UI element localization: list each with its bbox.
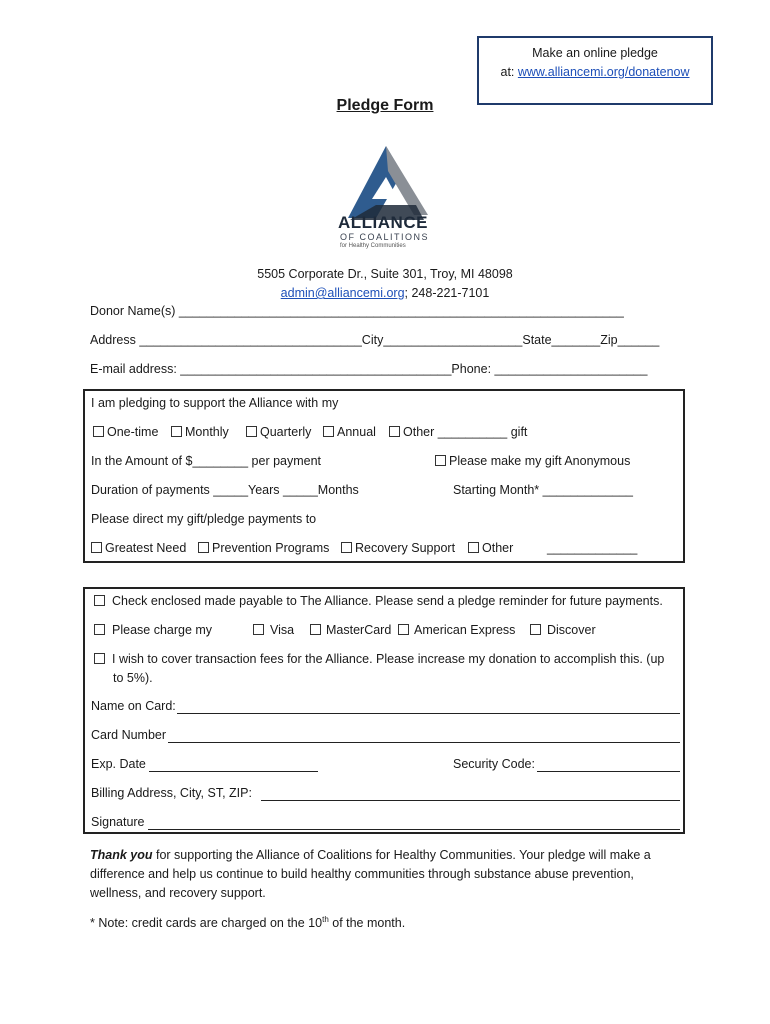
thanks-line-3: wellness, and recovery support.	[90, 886, 266, 900]
checkbox[interactable]	[94, 595, 105, 606]
note-sup: th	[322, 915, 329, 924]
org-address: 5505 Corporate Dr., Suite 301, Troy, MI 48098	[257, 267, 513, 281]
pledge-section	[83, 389, 685, 563]
checkbox[interactable]	[435, 455, 446, 466]
online-pledge-box	[477, 36, 713, 105]
checkbox[interactable]	[246, 426, 257, 437]
billing-line[interactable]	[261, 800, 680, 801]
charge-option[interactable]	[94, 623, 212, 637]
page-title: Pledge Form	[336, 97, 434, 114]
fees-option[interactable]	[94, 652, 664, 666]
card-label: Discover	[547, 623, 596, 637]
card-number-line[interactable]	[168, 742, 680, 743]
freq-label: Monthly	[185, 425, 229, 439]
thanks-text-1: for supporting the Alliance of Coalitions for Healthy Communities. Your pledge will make a	[152, 848, 651, 862]
anonymous-option[interactable]	[435, 454, 630, 468]
online-pledge-prefix: at:	[500, 65, 518, 79]
security-code-line[interactable]	[537, 771, 680, 772]
checkbox[interactable]	[253, 624, 264, 635]
thanks-line-1	[90, 848, 651, 862]
pledge-intro: I am pledging to support the Alliance with my	[91, 396, 339, 410]
checkbox[interactable]	[468, 542, 479, 553]
logo-tag: for Healthy Communities	[340, 243, 406, 249]
donor-name-field[interactable]: Donor Name(s) ________________________________________________________________	[90, 304, 624, 318]
freq-quarterly[interactable]	[246, 425, 311, 439]
card-label: MasterCard	[326, 623, 392, 637]
org-contact	[0, 286, 770, 300]
logo-name: ALLIANCE	[338, 213, 428, 232]
note-pre: * Note: credit cards are charged on the 10	[90, 916, 323, 931]
freq-label: One-time	[107, 425, 159, 439]
exp-date-label: Exp. Date	[91, 757, 146, 771]
payment-section	[83, 587, 685, 834]
direction-label: Greatest Need	[105, 541, 187, 555]
exp-date-line[interactable]	[149, 771, 318, 772]
card-discover[interactable]	[530, 623, 596, 637]
fees-label: I wish to cover transaction fees for the Alliance. Please increase my donation to accomplish this. (up	[112, 652, 665, 666]
card-visa[interactable]	[253, 623, 294, 637]
amount-field[interactable]: In the Amount of $________ per payment	[91, 454, 322, 468]
freq-label: Other __________ gift	[403, 425, 528, 439]
card-label: American Express	[414, 623, 516, 637]
checkbox[interactable]	[91, 542, 102, 553]
checkbox[interactable]	[341, 542, 352, 553]
freq-onetime[interactable]	[93, 425, 158, 439]
signature-label: Signature	[91, 815, 145, 829]
checkbox[interactable]	[530, 624, 541, 635]
note-post: of the month.	[328, 916, 406, 931]
donor-email-field[interactable]: E-mail address: _______________________________________Phone: ______________________	[90, 362, 648, 376]
checkbox[interactable]	[94, 624, 105, 635]
checkbox[interactable]	[171, 426, 182, 437]
start-month-field[interactable]: Starting Month* _____________	[453, 483, 634, 497]
card-mastercard[interactable]	[310, 623, 391, 637]
checkbox[interactable]	[94, 653, 105, 664]
freq-label: Annual	[337, 425, 376, 439]
checkbox[interactable]	[310, 624, 321, 635]
org-email-link[interactable]: admin@alliancemi.org	[280, 286, 405, 300]
direct-greatest-need[interactable]	[91, 541, 186, 555]
thanks-line-2: difference and help us continue to build healthy communities through substance abuse prevention,	[90, 867, 634, 881]
direct-other-line[interactable]: _____________	[547, 541, 638, 555]
billing-label: Billing Address, City, ST, ZIP:	[91, 786, 252, 800]
direct-other[interactable]	[468, 541, 513, 555]
freq-monthly[interactable]	[171, 425, 229, 439]
duration-field[interactable]: Duration of payments _____Years _____Months	[91, 483, 359, 497]
online-pledge-text: Make an online pledge	[532, 46, 658, 60]
card-note	[90, 915, 405, 930]
direction-label: Other	[482, 541, 514, 555]
freq-other[interactable]	[389, 425, 527, 439]
freq-label: Quarterly	[260, 425, 312, 439]
check-option[interactable]	[94, 594, 663, 608]
card-label: Visa	[270, 623, 295, 637]
org-phone: ; 248-221-7101	[404, 286, 490, 300]
direct-prevention[interactable]	[198, 541, 329, 555]
name-on-card-label: Name on Card:	[91, 699, 176, 713]
donate-link[interactable]: www.alliancemi.org/donatenow	[517, 65, 690, 79]
security-code-label: Security Code:	[453, 757, 535, 771]
checkbox[interactable]	[323, 426, 334, 437]
checkbox[interactable]	[398, 624, 409, 635]
card-amex[interactable]	[398, 623, 515, 637]
checkbox[interactable]	[389, 426, 400, 437]
checkbox[interactable]	[93, 426, 104, 437]
name-on-card-line[interactable]	[177, 713, 680, 714]
check-label: Check enclosed made payable to The Alliance. Please send a pledge reminder for future payments.	[112, 594, 663, 608]
card-number-label: Card Number	[91, 728, 167, 742]
direction-label: Recovery Support	[355, 541, 456, 555]
direct-label: Please direct my gift/pledge payments to	[91, 512, 317, 526]
direct-recovery[interactable]	[341, 541, 455, 555]
thanks-bold: Thank you	[90, 848, 153, 862]
signature-line[interactable]	[148, 829, 680, 830]
logo-sub: OF COALITIONS	[340, 232, 430, 242]
anonymous-label: Please make my gift Anonymous	[449, 454, 631, 468]
online-pledge-url-line	[479, 63, 711, 82]
freq-annual[interactable]	[323, 425, 376, 439]
alliance-logo	[336, 143, 436, 255]
direction-label: Prevention Programs	[212, 541, 330, 555]
fees-label-cont: to 5%).	[113, 671, 153, 685]
donor-address-field[interactable]: Address ________________________________City____________________State_______Zip______	[90, 333, 660, 347]
charge-label: Please charge my	[112, 623, 213, 637]
checkbox[interactable]	[198, 542, 209, 553]
